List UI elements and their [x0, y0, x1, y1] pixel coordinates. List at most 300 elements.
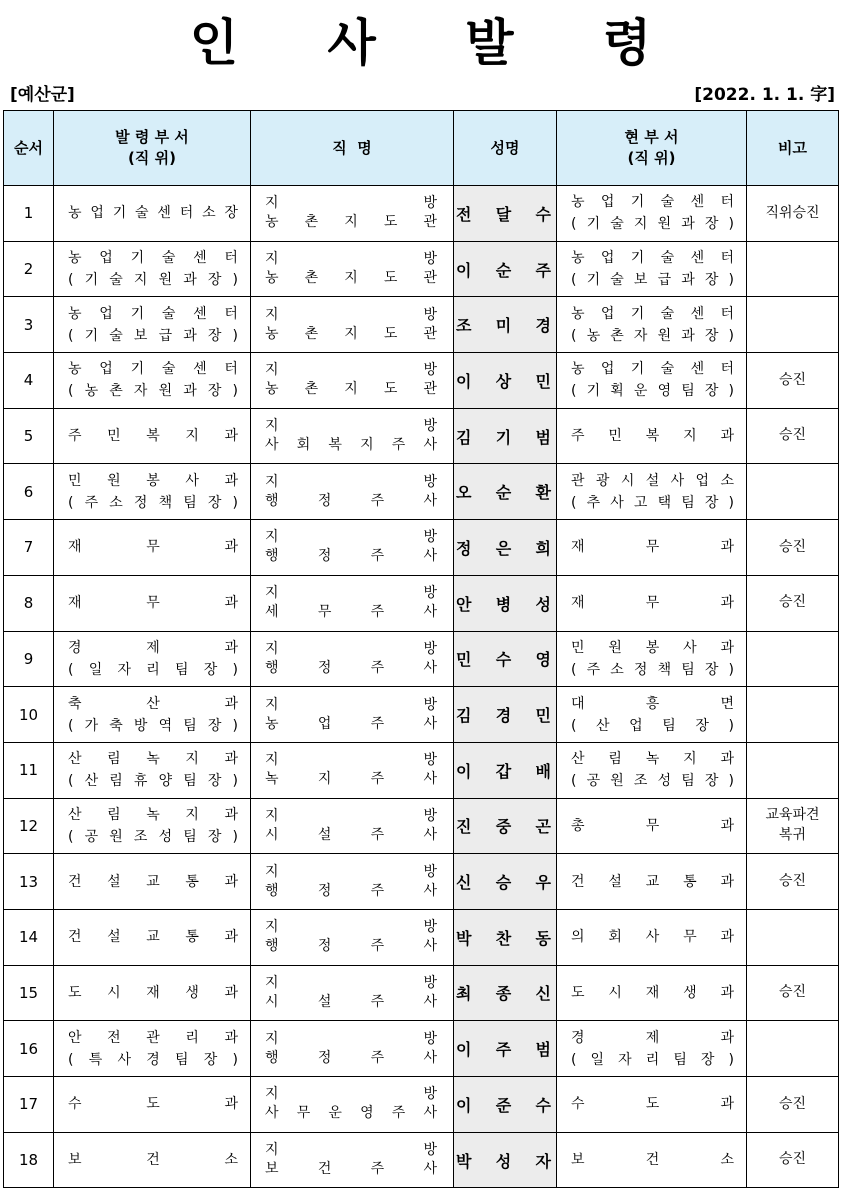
position-title — [265, 325, 437, 344]
char: 팀 — [662, 717, 676, 734]
char: 술 — [161, 361, 176, 378]
char: 민 — [571, 639, 585, 656]
new-dept-cell — [54, 297, 251, 353]
char: 방 — [423, 640, 437, 657]
note-cell — [747, 1077, 839, 1133]
char: 최 — [456, 984, 472, 1004]
note-cell — [747, 1021, 839, 1077]
char: 장 — [207, 828, 222, 845]
person-name — [456, 759, 551, 782]
table-row — [4, 353, 839, 409]
char: ( — [68, 661, 74, 678]
char: 원 — [158, 272, 173, 289]
char: 지 — [317, 771, 332, 788]
char: 전 — [456, 204, 472, 224]
position-cell — [251, 742, 454, 798]
new-dept-line — [68, 770, 238, 792]
person-name-cell — [454, 965, 557, 1021]
new-dept-line — [68, 202, 238, 224]
char: ) — [728, 717, 734, 734]
char: 책 — [158, 494, 173, 511]
char: 센 — [690, 250, 705, 267]
char: 사 — [423, 882, 437, 899]
char: ( — [571, 272, 577, 289]
position-cell — [251, 353, 454, 409]
char: 무 — [146, 539, 160, 556]
char: 방 — [423, 362, 437, 379]
current-dept-line — [571, 926, 734, 948]
position-title — [265, 380, 437, 399]
current-dept-line — [571, 1049, 734, 1071]
char: 사 — [265, 1105, 279, 1122]
char: 과 — [224, 751, 238, 768]
char: 장 — [695, 717, 709, 734]
table-row — [4, 909, 839, 965]
table-row — [4, 798, 839, 854]
char: ( — [68, 383, 74, 400]
table-row — [4, 687, 839, 743]
person-name-cell — [454, 854, 557, 910]
position-prefix — [265, 974, 437, 993]
char: 과 — [224, 595, 238, 612]
char: 시 — [265, 826, 279, 843]
char: 과 — [224, 929, 238, 946]
document-title-block — [0, 0, 841, 78]
char: 농 — [265, 381, 279, 398]
position-prefix — [265, 194, 437, 213]
char: 림 — [109, 773, 123, 790]
char: 과 — [224, 639, 238, 656]
row-number: 14 — [4, 909, 54, 965]
position-cell — [251, 1077, 454, 1133]
char: 장 — [704, 327, 719, 344]
new-dept-cell — [54, 742, 251, 798]
char: 지 — [344, 325, 358, 342]
char: 무 — [296, 1105, 311, 1122]
position-prefix — [265, 361, 437, 380]
char: 경 — [571, 1029, 585, 1046]
char: 술 — [135, 205, 149, 222]
char: 정 — [317, 1049, 332, 1066]
new-dept-cell — [54, 186, 251, 242]
char: 정 — [317, 938, 332, 955]
char: 성 — [657, 773, 672, 790]
char: 복 — [645, 428, 660, 445]
person-name — [456, 480, 551, 503]
new-dept-cell — [54, 1077, 251, 1133]
char: 과 — [720, 873, 734, 890]
char: 지 — [344, 381, 358, 398]
char: 장 — [704, 216, 719, 233]
char: 터 — [720, 194, 734, 211]
note-line: 교육파견 — [765, 807, 820, 824]
char: ( — [571, 717, 577, 734]
note-line: 직위승진 — [765, 204, 820, 221]
position-cell — [251, 1021, 454, 1077]
person-name — [456, 926, 551, 949]
char: 교 — [146, 873, 160, 890]
char: 무 — [146, 595, 160, 612]
person-name — [456, 258, 551, 281]
char: 승 — [495, 873, 512, 893]
char: ) — [728, 216, 734, 233]
char: 이 — [456, 761, 472, 781]
char: ) — [232, 327, 238, 344]
char: 녹 — [645, 751, 660, 768]
char: 농 — [586, 327, 601, 344]
char: 농 — [68, 250, 82, 267]
char: 일 — [590, 1051, 605, 1068]
char: 박 — [456, 928, 472, 948]
position-title — [265, 715, 437, 734]
char: 행 — [265, 659, 279, 676]
row-number: 17 — [4, 1077, 54, 1133]
char: 보 — [133, 327, 148, 344]
char: 촌 — [304, 270, 319, 287]
char: 술 — [161, 250, 176, 267]
char: 공 — [84, 828, 99, 845]
char: 주 — [391, 437, 406, 454]
note-line: 승진 — [778, 872, 807, 889]
char: 영 — [657, 383, 672, 400]
position-cell — [251, 408, 454, 464]
char: 과 — [183, 383, 197, 400]
row-number: 12 — [4, 798, 54, 854]
current-dept-cell — [557, 687, 747, 743]
person-name — [456, 202, 551, 225]
char: 방 — [423, 529, 437, 546]
row-number: 4 — [4, 353, 54, 409]
char: 주 — [495, 1040, 512, 1060]
new-dept-line — [68, 269, 238, 291]
char: 장 — [704, 494, 719, 511]
current-dept-line — [571, 871, 734, 893]
current-dept-line — [571, 380, 734, 402]
char: 공 — [586, 773, 601, 790]
char: 주 — [370, 548, 385, 565]
char: 정 — [456, 538, 472, 558]
char: 방 — [423, 306, 437, 323]
table-row — [4, 1132, 839, 1188]
new-dept-cell — [54, 353, 251, 409]
char: 면 — [720, 695, 734, 712]
char: 성 — [535, 594, 551, 614]
char: 농 — [571, 194, 585, 211]
char: 주 — [370, 1049, 385, 1066]
char: ( — [571, 773, 577, 790]
char: 운 — [328, 1105, 342, 1122]
new-dept-line — [68, 871, 238, 893]
char: 리 — [185, 1029, 199, 1046]
char: 미 — [495, 316, 512, 336]
header-cur-dept — [557, 111, 747, 186]
char: 지 — [133, 272, 148, 289]
char: 대 — [571, 695, 585, 712]
note-line: 승진 — [778, 1151, 807, 1168]
char: 동 — [535, 928, 551, 948]
char: 곤 — [535, 817, 551, 837]
char: ) — [728, 494, 734, 511]
person-name-cell — [454, 1021, 557, 1077]
char: 지 — [633, 216, 648, 233]
char: ) — [728, 661, 734, 678]
char: 무 — [645, 595, 660, 612]
char: 리 — [645, 1051, 660, 1068]
char: 건 — [68, 873, 82, 890]
char: 방 — [423, 585, 437, 602]
person-name-cell — [454, 241, 557, 297]
header-cur-dept-line2: (직 위) — [627, 149, 676, 167]
table-row — [4, 408, 839, 464]
char: 녹 — [146, 751, 160, 768]
char: ( — [68, 327, 74, 344]
organization-label: [예산군] — [10, 85, 75, 105]
current-dept-cell — [557, 408, 747, 464]
header-new-dept-line1: 발 령 부 서 — [115, 128, 189, 146]
char: 촌 — [610, 327, 624, 344]
new-dept-line — [68, 1049, 238, 1071]
person-name-cell — [454, 1077, 557, 1133]
char: 센 — [690, 361, 705, 378]
char: 농 — [265, 270, 279, 287]
char: 지 — [265, 752, 279, 769]
char: 농 — [68, 361, 82, 378]
position-title — [265, 547, 437, 566]
char: 지 — [265, 1142, 279, 1159]
position-cell — [251, 464, 454, 520]
person-name — [456, 1037, 551, 1060]
char: 농 — [84, 383, 99, 400]
char: 술 — [660, 361, 675, 378]
char: 무 — [683, 929, 697, 946]
char: 방 — [423, 807, 437, 824]
current-dept-line — [571, 470, 734, 492]
table-header-row — [4, 111, 839, 186]
position-title — [265, 826, 437, 845]
char: 촌 — [109, 383, 123, 400]
char: 술 — [109, 327, 123, 344]
new-dept-cell — [54, 241, 251, 297]
char: 행 — [265, 882, 279, 899]
current-dept-line — [571, 425, 734, 447]
row-number: 11 — [4, 742, 54, 798]
char: 방 — [423, 418, 437, 435]
current-dept-cell — [557, 575, 747, 631]
char: 술 — [610, 272, 624, 289]
new-dept-cell — [54, 1021, 251, 1077]
char: 장 — [207, 272, 222, 289]
person-name — [456, 425, 551, 448]
char: ( — [68, 1051, 74, 1068]
char: 재 — [571, 539, 585, 556]
current-dept-line — [571, 637, 734, 659]
position-title — [265, 882, 437, 901]
char: 술 — [660, 305, 675, 322]
position-prefix — [265, 696, 437, 715]
new-dept-cell — [54, 854, 251, 910]
char: 신 — [456, 873, 472, 893]
char: 무 — [317, 604, 332, 621]
char: 주 — [370, 1161, 385, 1178]
char: 광 — [595, 472, 610, 489]
char: 장 — [704, 383, 719, 400]
char: 세 — [265, 604, 279, 621]
char: 장 — [203, 1051, 218, 1068]
char: 소 — [610, 661, 624, 678]
page-title: 인 사 발 령 — [189, 13, 688, 72]
char: 사 — [265, 437, 279, 454]
current-dept-line — [571, 325, 734, 347]
char: 보 — [68, 1152, 82, 1169]
char: 영 — [535, 650, 551, 670]
char: ( — [571, 216, 577, 233]
char: 설 — [645, 472, 660, 489]
position-prefix — [265, 863, 437, 882]
char: 팀 — [183, 828, 197, 845]
char: 업 — [695, 472, 710, 489]
char: 기 — [630, 305, 645, 322]
char: 제 — [645, 1029, 660, 1046]
char: 지 — [344, 270, 358, 287]
note-cell — [747, 520, 839, 576]
char: 업 — [600, 305, 615, 322]
char: 시 — [608, 984, 622, 1001]
char: 원 — [657, 216, 672, 233]
char: 수 — [68, 1096, 82, 1113]
char: 봉 — [146, 472, 160, 489]
char: 도 — [645, 1096, 660, 1113]
char: 설 — [107, 929, 121, 946]
position-title — [265, 659, 437, 678]
char: 술 — [610, 216, 624, 233]
char: 림 — [107, 806, 121, 823]
current-dept-line — [571, 592, 734, 614]
person-name-cell — [454, 297, 557, 353]
char: 지 — [265, 974, 279, 991]
position-prefix — [265, 918, 437, 937]
char: 과 — [224, 539, 238, 556]
char: 장 — [207, 717, 222, 734]
position-cell — [251, 631, 454, 687]
char: 관 — [423, 325, 437, 342]
char: 업 — [600, 361, 615, 378]
char: 팀 — [681, 494, 695, 511]
char: 종 — [495, 984, 512, 1004]
new-dept-line — [68, 804, 238, 826]
char: 장 — [224, 205, 238, 222]
char: 지 — [265, 251, 279, 268]
new-dept-line — [68, 1149, 238, 1171]
char: 주 — [370, 826, 385, 843]
row-number: 7 — [4, 520, 54, 576]
note-line: 승진 — [778, 371, 807, 388]
char: 술 — [660, 250, 675, 267]
row-number: 10 — [4, 687, 54, 743]
note-cell — [747, 631, 839, 687]
char: 회 — [296, 437, 311, 454]
char: 과 — [183, 272, 197, 289]
char: 민 — [107, 428, 121, 445]
char: 지 — [265, 473, 279, 490]
table-row — [4, 742, 839, 798]
char: 재 — [146, 984, 160, 1001]
char: 녹 — [146, 806, 160, 823]
char: 농 — [68, 305, 82, 322]
char: 촌 — [304, 214, 319, 231]
current-dept-cell — [557, 1077, 747, 1133]
header-position: 직 명 — [251, 111, 454, 186]
new-dept-line — [68, 325, 238, 347]
char: 장 — [207, 773, 222, 790]
position-title — [265, 937, 437, 956]
header-new-dept — [54, 111, 251, 186]
char: 중 — [495, 817, 512, 837]
char: 기 — [130, 361, 145, 378]
char: 지 — [265, 585, 279, 602]
person-name — [456, 647, 551, 670]
position-cell — [251, 297, 454, 353]
char: 장 — [704, 773, 719, 790]
position-prefix — [265, 807, 437, 826]
char: ( — [68, 828, 74, 845]
char: 사 — [185, 472, 199, 489]
new-dept-line — [68, 982, 238, 1004]
char: 생 — [683, 984, 697, 1001]
new-dept-line — [68, 470, 238, 492]
current-dept-line — [571, 748, 734, 770]
char: 지 — [265, 696, 279, 713]
char: 과 — [720, 595, 734, 612]
char: 방 — [423, 251, 437, 268]
new-dept-cell — [54, 798, 251, 854]
char: 장 — [700, 1051, 715, 1068]
char: 산 — [68, 806, 82, 823]
char: 주 — [68, 428, 82, 445]
char: 보 — [633, 272, 648, 289]
char: 시 — [265, 993, 279, 1010]
char: 방 — [423, 974, 437, 991]
new-dept-cell — [54, 520, 251, 576]
char: ) — [728, 773, 734, 790]
char: 관 — [423, 381, 437, 398]
person-name-cell — [454, 742, 557, 798]
char: 림 — [608, 751, 622, 768]
table-row — [4, 464, 839, 520]
current-dept-cell — [557, 1132, 747, 1188]
char: 건 — [68, 929, 82, 946]
char: 과 — [224, 695, 238, 712]
char: 터 — [179, 205, 194, 222]
char: 기 — [630, 361, 645, 378]
char: 방 — [423, 1142, 437, 1159]
char: 정 — [133, 494, 148, 511]
char: 재 — [68, 595, 82, 612]
char: 지 — [265, 640, 279, 657]
char: 터 — [720, 305, 734, 322]
note-line: 복귀 — [778, 826, 807, 843]
new-dept-cell — [54, 464, 251, 520]
position-cell — [251, 186, 454, 242]
char: 김 — [456, 706, 472, 726]
char: 가 — [84, 717, 99, 734]
char: 건 — [571, 873, 585, 890]
table-row — [4, 297, 839, 353]
char: 장 — [704, 272, 719, 289]
char: 갑 — [495, 761, 512, 781]
position-prefix — [265, 584, 437, 603]
table-row — [4, 186, 839, 242]
char: 은 — [495, 538, 512, 558]
